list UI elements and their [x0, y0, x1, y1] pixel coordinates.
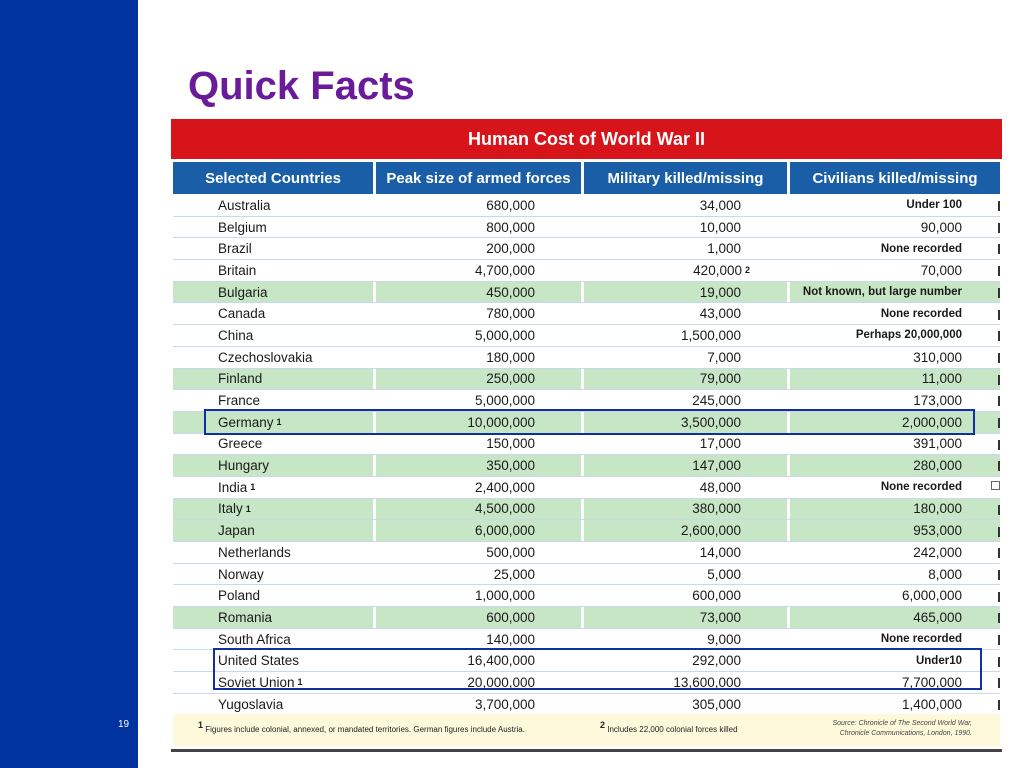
table-row [173, 238, 1000, 260]
civilians-killed-cell: None recorded [880, 242, 962, 255]
armed-forces-cell: 150,000 [376, 434, 584, 455]
civilians-killed-cell: 7,700,000 [901, 674, 962, 690]
country-cell: Finland [173, 369, 376, 390]
table-row [173, 369, 1000, 391]
civilians-killed-cell: 953,000 [913, 523, 962, 539]
country-cell: Soviet Union 1 [173, 672, 376, 693]
country-cell: Brazil [173, 238, 376, 259]
edge-tick [998, 266, 1000, 276]
country-cell: France [173, 390, 376, 411]
table-row [173, 325, 1000, 347]
header-countries: Selected Countries [173, 162, 376, 194]
armed-forces-cell: 6,000,000 [376, 520, 584, 541]
table-row [173, 499, 1000, 521]
country-cell: Italy 1 [173, 499, 376, 520]
military-killed-cell: 245,000 [584, 390, 790, 411]
armed-forces-cell: 680,000 [376, 195, 584, 216]
armed-forces-cell: 250,000 [376, 369, 584, 390]
country-cell: Romania [173, 607, 376, 628]
country-cell: Hungary [173, 455, 376, 476]
armed-forces-cell: 5,000,000 [376, 390, 584, 411]
table-title: Human Cost of World War II [171, 119, 1002, 159]
country-cell: Belgium [173, 217, 376, 238]
civilians-killed-cell: 1,400,000 [901, 696, 962, 712]
edge-tick [998, 223, 1000, 233]
table-row [173, 629, 1000, 651]
table-header [173, 162, 1000, 194]
header-military-killed: Military killed/missing [584, 162, 790, 194]
military-killed-cell: 48,000 [584, 477, 790, 498]
military-killed-cell: 13,600,000 [584, 672, 790, 693]
armed-forces-cell: 600,000 [376, 607, 584, 628]
country-cell: Norway [173, 564, 376, 585]
edge-tick [998, 440, 1000, 450]
edge-tick [998, 635, 1000, 645]
table-row [173, 477, 1000, 499]
country-cell: South Africa [173, 629, 376, 650]
edge-tick [998, 678, 1000, 688]
armed-forces-cell: 140,000 [376, 629, 584, 650]
table-row [173, 260, 1000, 282]
military-killed-cell: 292,000 [584, 650, 790, 671]
military-killed-cell: 73,000 [584, 607, 790, 628]
armed-forces-cell: 4,500,000 [376, 499, 584, 520]
table-row [173, 650, 1000, 672]
edge-tick [998, 700, 1000, 710]
country-cell: Canada [173, 303, 376, 324]
civilians-killed-cell: 465,000 [913, 609, 962, 625]
civilians-killed-cell: Under 100 [906, 199, 962, 212]
military-killed-cell: 10,000 [584, 217, 790, 238]
civilians-killed-cell: 310,000 [913, 349, 962, 365]
armed-forces-cell: 10,000,000 [376, 412, 584, 433]
armed-forces-cell: 2,400,000 [376, 477, 584, 498]
edge-tick [998, 331, 1000, 341]
civilians-killed-cell: None recorded [880, 307, 962, 320]
military-killed-cell: 600,000 [584, 585, 790, 606]
military-killed-cell: 1,500,000 [584, 325, 790, 346]
civilians-killed-cell: 391,000 [913, 436, 962, 452]
military-killed-cell: 14,000 [584, 542, 790, 563]
slide-title: Quick Facts [188, 64, 415, 108]
armed-forces-cell: 500,000 [376, 542, 584, 563]
military-killed-cell: 1,000 [584, 238, 790, 259]
edge-tick [998, 288, 1000, 298]
military-killed-cell: 3,500,000 [584, 412, 790, 433]
slide-sidebar [0, 0, 138, 768]
country-cell: Australia [173, 195, 376, 216]
military-killed-cell: 5,000 [584, 564, 790, 585]
armed-forces-cell: 4,700,000 [376, 260, 584, 281]
header-armed-forces: Peak size of armed forces [376, 162, 584, 194]
table-row [173, 390, 1000, 412]
military-killed-cell: 147,000 [584, 455, 790, 476]
armed-forces-cell: 3,700,000 [376, 694, 584, 715]
edge-tick [998, 592, 1000, 602]
military-killed-cell: 305,000 [584, 694, 790, 715]
military-killed-cell: 380,000 [584, 499, 790, 520]
checkbox-icon [991, 481, 1000, 490]
source-citation: Source: Chronicle of The Second World War, Chronicle Communications, London, 1990. [832, 720, 972, 737]
table-row [173, 672, 1000, 694]
table-row [173, 455, 1000, 477]
civilians-killed-cell: 11,000 [921, 371, 962, 387]
armed-forces-cell: 180,000 [376, 347, 584, 368]
military-killed-cell: 43,000 [584, 303, 790, 324]
armed-forces-cell: 1,000,000 [376, 585, 584, 606]
armed-forces-cell: 800,000 [376, 217, 584, 238]
military-killed-cell: 34,000 [584, 195, 790, 216]
armed-forces-cell: 20,000,000 [376, 672, 584, 693]
country-cell: China [173, 325, 376, 346]
edge-tick [998, 418, 1000, 428]
country-cell: Japan [173, 520, 376, 541]
armed-forces-cell: 780,000 [376, 303, 584, 324]
edge-tick [998, 461, 1000, 471]
country-cell: India 1 [173, 477, 376, 498]
civilians-killed-cell: 280,000 [913, 458, 962, 474]
military-killed-cell: 2,600,000 [584, 520, 790, 541]
civilians-killed-cell: Perhaps 20,000,000 [855, 329, 962, 342]
table-row [173, 303, 1000, 325]
edge-tick [998, 527, 1000, 537]
armed-forces-cell: 25,000 [376, 564, 584, 585]
country-cell: Greece [173, 434, 376, 455]
civilians-killed-cell: None recorded [880, 481, 962, 494]
civilians-killed-cell: 242,000 [913, 544, 962, 560]
civilians-killed-cell: 6,000,000 [901, 588, 962, 604]
military-killed-cell: 7,000 [584, 347, 790, 368]
edge-tick [998, 353, 1000, 363]
table-footer [173, 714, 1000, 746]
military-killed-cell: 19,000 [584, 282, 790, 303]
table-row [173, 520, 1000, 542]
civilians-killed-cell: Not known, but large number [802, 286, 962, 299]
edge-tick [998, 201, 1000, 211]
table-row [173, 282, 1000, 304]
civilians-killed-cell: 8,000 [928, 566, 962, 582]
edge-tick [998, 375, 1000, 385]
civilians-killed-cell: 180,000 [913, 501, 962, 517]
edge-tick [998, 396, 1000, 406]
country-cell: Poland [173, 585, 376, 606]
military-killed-cell: 17,000 [584, 434, 790, 455]
armed-forces-cell: 16,400,000 [376, 650, 584, 671]
table-row [173, 412, 1000, 434]
armed-forces-cell: 450,000 [376, 282, 584, 303]
country-cell: Bulgaria [173, 282, 376, 303]
armed-forces-cell: 5,000,000 [376, 325, 584, 346]
civilians-killed-cell: 173,000 [913, 393, 962, 409]
casualty-table [171, 119, 1002, 752]
civilians-killed-cell: 90,000 [920, 219, 962, 235]
country-cell: Yugoslavia [173, 694, 376, 715]
edge-tick [998, 570, 1000, 580]
table-body [173, 195, 1000, 716]
footnote-2: $^2$ Includes 22,000 colonial forces killed [600, 720, 738, 734]
table-row [173, 542, 1000, 564]
country-cell: Czechoslovakia [173, 347, 376, 368]
country-cell: Netherlands [173, 542, 376, 563]
edge-tick [998, 657, 1000, 667]
header-civilians-killed: Civilians killed/missing [790, 162, 1000, 194]
civilians-killed-cell: 70,000 [920, 262, 962, 278]
table-row [173, 607, 1000, 629]
military-killed-cell: 79,000 [584, 369, 790, 390]
country-cell: Britain [173, 260, 376, 281]
armed-forces-cell: 200,000 [376, 238, 584, 259]
table-row [173, 195, 1000, 217]
table-row [173, 694, 1000, 716]
table-row [173, 217, 1000, 239]
country-cell: United States [173, 650, 376, 671]
table-row [173, 585, 1000, 607]
edge-tick [998, 548, 1000, 558]
edge-tick [998, 244, 1000, 254]
table-row [173, 434, 1000, 456]
armed-forces-cell: 350,000 [376, 455, 584, 476]
footnote-1: $^1$ Figures include colonial, annexed, or mandated territories. German figures include Austria. [198, 720, 525, 734]
edge-tick [998, 505, 1000, 515]
civilians-killed-cell: Under10 [915, 654, 962, 667]
military-killed-cell: 420,000 2 [584, 260, 790, 281]
table-row [173, 347, 1000, 369]
edge-tick [998, 310, 1000, 320]
civilians-killed-cell: None recorded [880, 633, 962, 646]
military-killed-cell: 9,000 [584, 629, 790, 650]
table-row [173, 564, 1000, 586]
civilians-killed-cell: 2,000,000 [901, 414, 962, 430]
country-cell: Germany 1 [173, 412, 376, 433]
edge-tick [998, 613, 1000, 623]
slide-number: 19 [118, 719, 130, 730]
